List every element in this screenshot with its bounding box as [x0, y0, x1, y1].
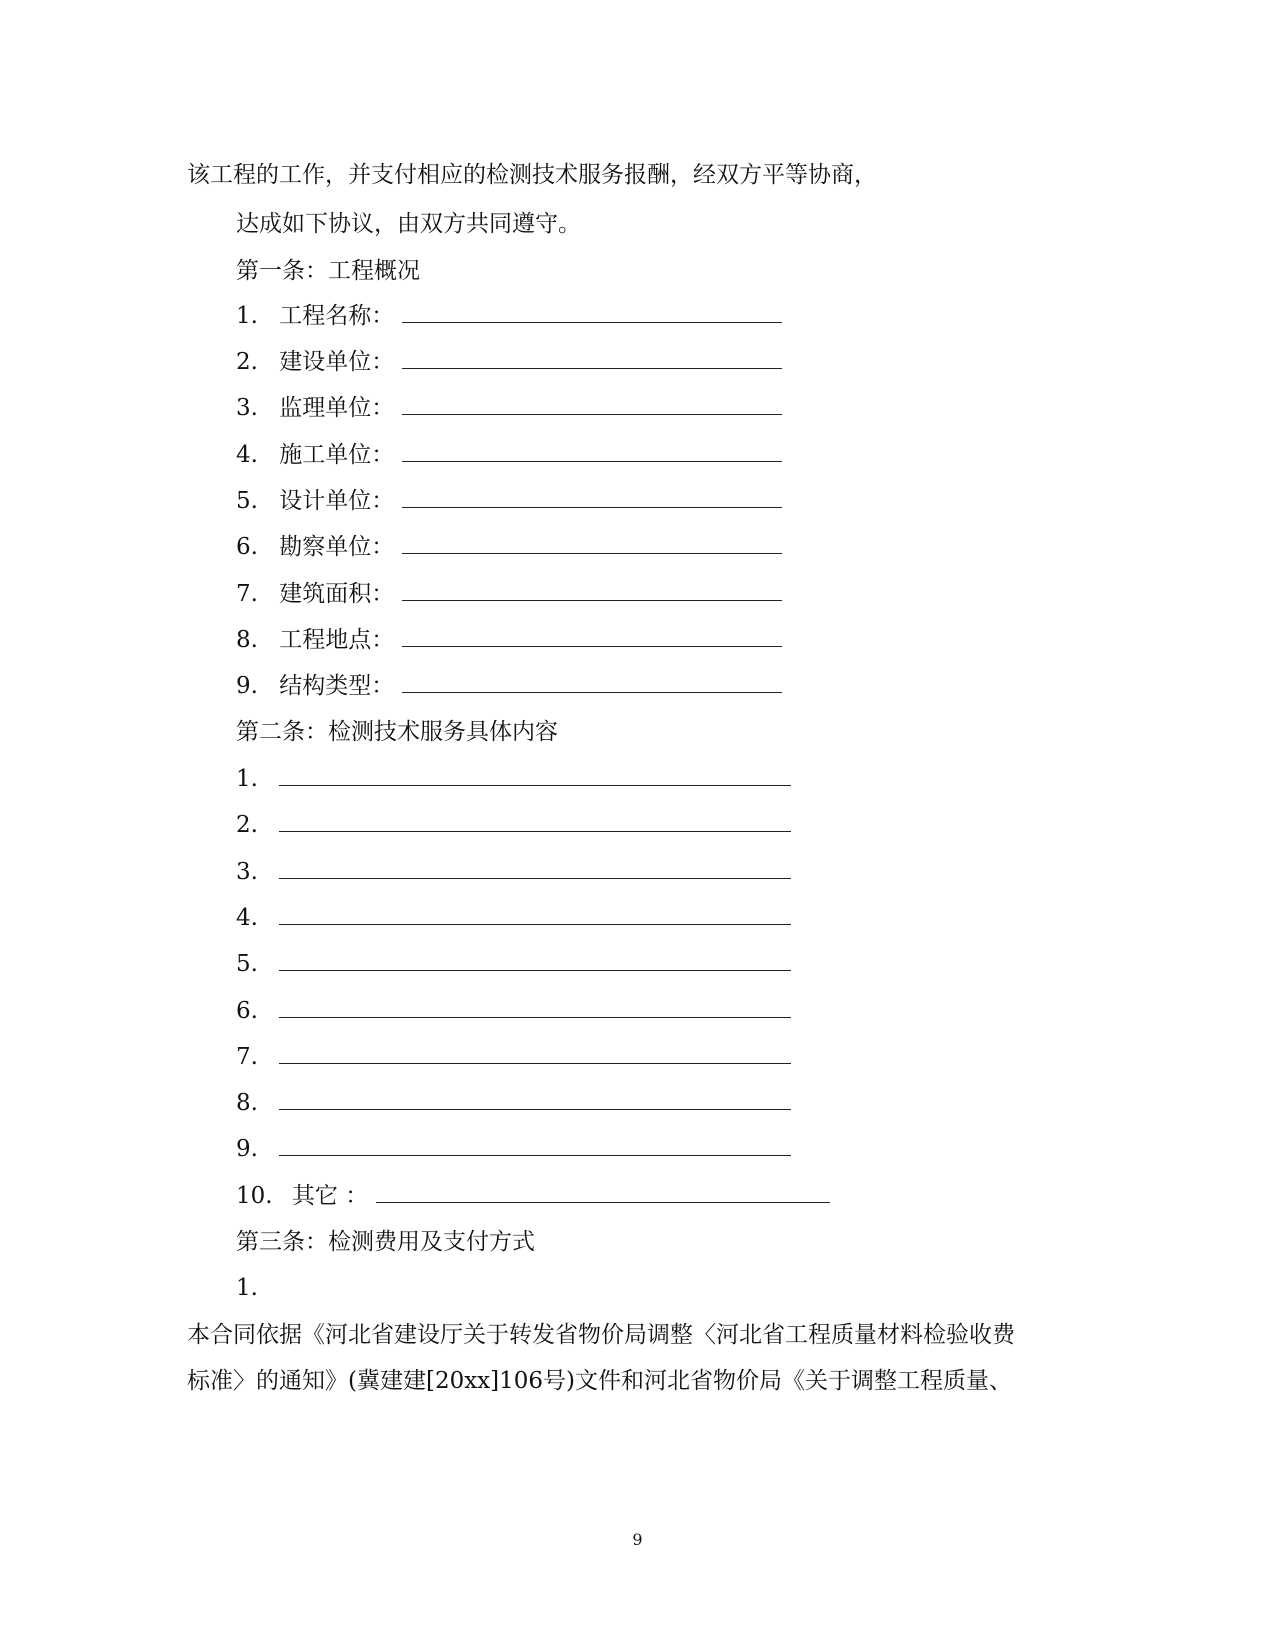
item-number: 5.: [236, 488, 258, 514]
article-2-item: [236, 1042, 791, 1072]
item-number: 7.: [236, 1044, 258, 1070]
fill-in-blank[interactable]: [402, 487, 782, 508]
item-number: 6.: [236, 998, 258, 1024]
intro-line-2: 达成如下协议，由双方共同遵守。: [236, 211, 581, 237]
item-number: 8.: [236, 627, 258, 653]
fill-in-blank[interactable]: [376, 1182, 830, 1203]
intro-line-1: 该工程的工作，并支付相应的检测技术服务报酬，经双方平等协商，: [187, 162, 877, 188]
item-label: 勘察单位：: [279, 534, 395, 560]
article-1-item: [236, 393, 782, 423]
fill-in-blank[interactable]: [279, 811, 791, 832]
item-number: 1.: [236, 303, 258, 329]
item-label: 设计单位：: [279, 488, 395, 514]
item-number: 6.: [236, 534, 258, 560]
article-3-paragraph-line-2: 标准〉的通知》(冀建建[20xx]106号)文件和河北省物价局《关于调整工程质量、: [187, 1368, 1013, 1394]
fill-in-blank[interactable]: [402, 394, 782, 415]
article-1-item: [236, 486, 782, 516]
article-2-item: [236, 903, 791, 933]
item-label: 建设单位：: [279, 349, 395, 375]
item-label: 施工单位：: [279, 442, 395, 468]
item-number: 4.: [236, 442, 258, 468]
fill-in-blank[interactable]: [279, 1089, 791, 1110]
item-number: 3.: [236, 395, 258, 421]
fill-in-blank[interactable]: [279, 1135, 791, 1156]
article-2-heading: 第二条：检测技术服务具体内容: [236, 719, 558, 745]
article-1-item: [236, 671, 782, 701]
item-label: 监理单位：: [279, 395, 395, 421]
article-3-item-number: 1.: [236, 1275, 258, 1301]
item-number: 2.: [236, 349, 258, 375]
item-label: 结构类型：: [279, 673, 395, 699]
item-label: 工程名称：: [279, 303, 395, 329]
page-number: 9: [632, 1530, 643, 1549]
item-number: 10.: [236, 1183, 273, 1209]
item-label: 其它 ：: [291, 1183, 369, 1209]
fill-in-blank[interactable]: [402, 626, 782, 647]
article-2-item: [236, 764, 791, 794]
article-2-item: [236, 1088, 791, 1118]
article-1-item: [236, 532, 782, 562]
item-label: 工程地点：: [279, 627, 395, 653]
fill-in-blank[interactable]: [402, 302, 782, 323]
fill-in-blank[interactable]: [279, 997, 791, 1018]
item-number: 9.: [236, 1136, 258, 1162]
article-1-item: [236, 440, 782, 470]
fill-in-blank[interactable]: [402, 580, 782, 601]
item-number: 3.: [236, 859, 258, 885]
fill-in-blank[interactable]: [279, 904, 791, 925]
article-2-item: [236, 1134, 791, 1164]
fill-in-blank[interactable]: [279, 1043, 791, 1064]
item-number: 8.: [236, 1090, 258, 1116]
article-1-heading: 第一条：工程概况: [236, 258, 420, 284]
article-2-item: [236, 810, 791, 840]
item-number: 1.: [236, 766, 258, 792]
article-1-item: [236, 579, 782, 609]
article-2-other-item: [236, 1181, 830, 1211]
fill-in-blank[interactable]: [279, 858, 791, 879]
item-number: 4.: [236, 905, 258, 931]
item-number: 2.: [236, 812, 258, 838]
article-2-item: [236, 857, 791, 887]
item-number: 5.: [236, 951, 258, 977]
article-1-item: [236, 625, 782, 655]
fill-in-blank[interactable]: [402, 672, 782, 693]
item-number: 9.: [236, 673, 258, 699]
fill-in-blank[interactable]: [402, 441, 782, 462]
fill-in-blank[interactable]: [402, 533, 782, 554]
item-label: 建筑面积：: [279, 581, 395, 607]
article-2-item: [236, 949, 791, 979]
item-number: 7.: [236, 581, 258, 607]
article-2-item: [236, 996, 791, 1026]
article-1-item: [236, 347, 782, 377]
article-3-paragraph-line-1: 本合同依据《河北省建设厅关于转发省物价局调整〈河北省工程质量材料检验收费: [187, 1322, 1015, 1348]
fill-in-blank[interactable]: [402, 348, 782, 369]
fill-in-blank[interactable]: [279, 950, 791, 971]
article-3-heading: 第三条：检测费用及支付方式: [236, 1229, 535, 1255]
fill-in-blank[interactable]: [279, 765, 791, 786]
article-1-item: [236, 301, 782, 331]
